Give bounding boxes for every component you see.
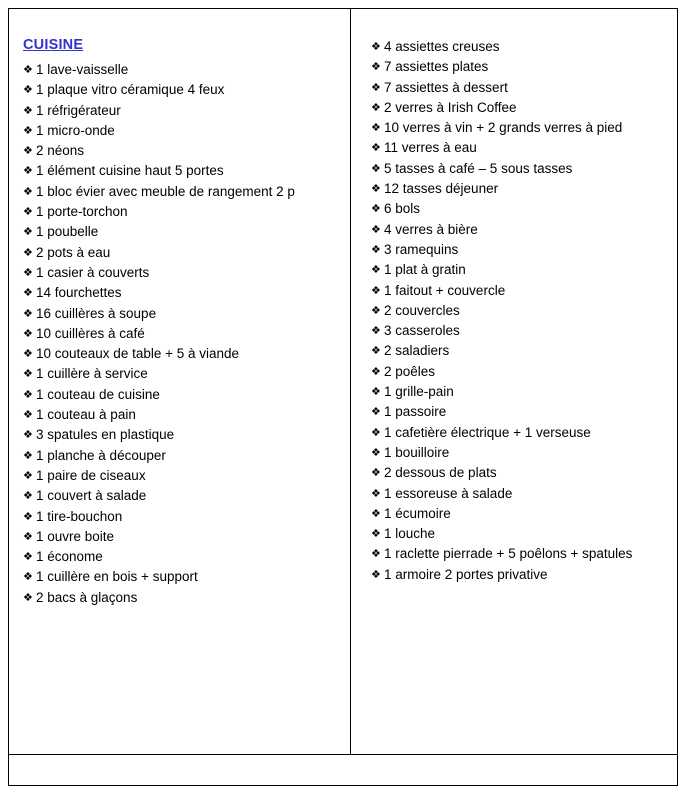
diamond-bullet-icon: ❖: [371, 162, 381, 175]
list-item: [371, 118, 667, 138]
list-item: [23, 121, 340, 141]
diamond-bullet-icon: ❖: [371, 243, 381, 256]
list-item: [23, 405, 340, 425]
diamond-bullet-icon: ❖: [371, 548, 381, 561]
list-item-label: 2 verres à Irish Coffee: [384, 99, 517, 115]
list-item: [23, 202, 340, 222]
list-item-label: 4 verres à bière: [384, 221, 478, 237]
diamond-bullet-icon: ❖: [23, 287, 33, 300]
diamond-bullet-icon: ❖: [23, 104, 33, 117]
diamond-bullet-icon: ❖: [371, 264, 381, 277]
diamond-bullet-icon: ❖: [23, 266, 33, 279]
diamond-bullet-icon: ❖: [23, 145, 33, 158]
list-item-label: 2 poêles: [384, 363, 436, 379]
list-item-label: 1 poubelle: [36, 224, 99, 240]
list-item: [371, 382, 667, 402]
diamond-bullet-icon: ❖: [371, 183, 381, 196]
list-item: [23, 344, 340, 364]
list-item-label: 1 faitout + couvercle: [384, 282, 506, 298]
list-item: [371, 78, 667, 98]
list-item-label: 1 raclette pierrade + 5 poêlons + spatules: [384, 546, 633, 562]
diamond-bullet-icon: ❖: [371, 507, 381, 520]
diamond-bullet-icon: ❖: [371, 446, 381, 459]
list-item-label: 7 assiettes à dessert: [384, 79, 508, 95]
list-item: [23, 222, 340, 242]
list-item: [23, 243, 340, 263]
list-item-label: 1 casier à couverts: [36, 264, 150, 280]
diamond-bullet-icon: ❖: [23, 124, 33, 137]
list-item: [371, 524, 667, 544]
diamond-bullet-icon: ❖: [23, 449, 33, 462]
list-item: [23, 527, 340, 547]
diamond-bullet-icon: ❖: [371, 568, 381, 581]
diamond-bullet-icon: ❖: [371, 386, 381, 399]
list-item-label: 10 couteaux de table + 5 à viande: [36, 346, 240, 362]
diamond-bullet-icon: ❖: [371, 304, 381, 317]
diamond-bullet-icon: ❖: [371, 426, 381, 439]
diamond-bullet-icon: ❖: [371, 122, 381, 135]
list-item-label: 14 fourchettes: [36, 285, 122, 301]
diamond-bullet-icon: ❖: [371, 487, 381, 500]
list-item-label: 1 bouilloire: [384, 444, 450, 460]
list-item-label: 16 cuillères à soupe: [36, 305, 157, 321]
list-item: [23, 141, 340, 161]
page-title: CUISINE: [23, 37, 84, 53]
list-item: [23, 507, 340, 527]
list-item-label: 1 couteau de cuisine: [36, 386, 160, 402]
list-item: [23, 182, 340, 202]
list-item: [371, 463, 667, 483]
diamond-bullet-icon: ❖: [23, 64, 33, 76]
list-item: [371, 504, 667, 524]
list-item: [23, 588, 340, 608]
list-item: [23, 161, 340, 181]
list-item-label: 1 essoreuse à salade: [384, 485, 513, 501]
list-item-label: 1 micro-onde: [36, 122, 115, 138]
list-item-label: 1 paire de ciseaux: [36, 467, 146, 483]
diamond-bullet-icon: ❖: [371, 325, 381, 338]
list-item-label: 3 ramequins: [384, 241, 459, 257]
list-item: [371, 57, 667, 77]
list-item-label: 7 assiettes plates: [384, 59, 489, 75]
list-item: [371, 321, 667, 341]
list-item-label: 2 couvercles: [384, 302, 460, 318]
list-item: [371, 240, 667, 260]
list-item-label: 1 plat à gratin: [384, 262, 466, 278]
diamond-bullet-icon: ❖: [23, 388, 33, 401]
diamond-bullet-icon: ❖: [371, 284, 381, 297]
list-item-label: 3 casseroles: [384, 323, 460, 339]
diamond-bullet-icon: ❖: [371, 345, 381, 358]
list-item: [23, 324, 340, 344]
list-item-label: 10 verres à vin + 2 grands verres à pied: [384, 120, 623, 136]
list-item-label: 1 écumoire: [384, 505, 451, 521]
list-item: [23, 304, 340, 324]
diamond-bullet-icon: ❖: [23, 307, 33, 320]
list-item-label: 1 grille-pain: [384, 384, 454, 400]
diamond-bullet-icon: ❖: [23, 510, 33, 523]
footer-band: [9, 754, 677, 786]
list-item-label: 11 verres à eau: [384, 140, 477, 156]
list-item: [23, 486, 340, 506]
list-item: [23, 80, 340, 100]
list-item: [371, 544, 667, 564]
right-column: [351, 9, 677, 754]
list-item: [371, 260, 667, 280]
list-item: [23, 283, 340, 303]
diamond-bullet-icon: ❖: [371, 406, 381, 419]
list-item: [23, 446, 340, 466]
list-item-label: 1 cafetière électrique + 1 verseuse: [384, 424, 591, 440]
list-item-label: 5 tasses à café – 5 sous tasses: [384, 160, 573, 176]
list-item: [371, 220, 667, 240]
list-item: [371, 362, 667, 382]
diamond-bullet-icon: ❖: [23, 165, 33, 178]
list-item-label: 1 ouvre boite: [36, 528, 115, 544]
list-item-label: 6 bols: [384, 201, 421, 217]
diamond-bullet-icon: ❖: [23, 84, 33, 97]
list-item-label: 1 bloc évier avec meuble de rangement 2 p: [36, 183, 295, 199]
list-item-label: 12 tasses déjeuner: [384, 181, 499, 197]
list-item: [371, 98, 667, 118]
diamond-bullet-icon: ❖: [371, 203, 381, 216]
diamond-bullet-icon: ❖: [23, 246, 33, 259]
diamond-bullet-icon: ❖: [23, 409, 33, 422]
list-item: [23, 101, 340, 121]
diamond-bullet-icon: ❖: [23, 490, 33, 503]
list-item: [371, 159, 667, 179]
diamond-bullet-icon: ❖: [23, 185, 33, 198]
list-item-label: 2 dessous de plats: [384, 465, 497, 481]
list-item: [23, 567, 340, 587]
list-item-label: 1 économe: [36, 549, 103, 565]
list-item-label: 1 élément cuisine haut 5 portes: [36, 163, 224, 179]
diamond-bullet-icon: ❖: [371, 223, 381, 236]
list-item-label: 2 saladiers: [384, 343, 450, 359]
list-item-label: 1 armoire 2 portes privative: [384, 566, 548, 582]
list-item: [23, 547, 340, 567]
list-item-label: 4 assiettes creuses: [384, 39, 500, 54]
list-item: [371, 341, 667, 361]
list-item: [23, 263, 340, 283]
diamond-bullet-icon: ❖: [23, 429, 33, 442]
left-item-list: [23, 60, 340, 608]
diamond-bullet-icon: ❖: [371, 467, 381, 480]
diamond-bullet-icon: ❖: [371, 365, 381, 378]
list-item-label: 1 tire-bouchon: [36, 508, 123, 524]
list-item: [23, 466, 340, 486]
list-item: [371, 301, 667, 321]
list-item: [371, 179, 667, 199]
left-column: [9, 9, 351, 754]
list-item-label: 1 plaque vitro céramique 4 feux: [36, 82, 225, 98]
list-item-label: 3 spatules en plastique: [36, 427, 175, 443]
diamond-bullet-icon: ❖: [23, 327, 33, 340]
diamond-bullet-icon: ❖: [371, 142, 381, 155]
list-item: [371, 423, 667, 443]
list-item-label: 1 couteau à pain: [36, 407, 136, 423]
list-item-label: 1 réfrigérateur: [36, 102, 121, 118]
list-item: [371, 138, 667, 158]
list-item: [371, 565, 667, 585]
inventory-columns: [9, 9, 677, 754]
diamond-bullet-icon: ❖: [23, 551, 33, 564]
diamond-bullet-icon: ❖: [371, 41, 381, 53]
list-item-label: 2 pots à eau: [36, 244, 111, 260]
list-item-label: 1 planche à découper: [36, 447, 166, 463]
diamond-bullet-icon: ❖: [23, 591, 33, 604]
diamond-bullet-icon: ❖: [23, 226, 33, 239]
list-item: [23, 364, 340, 384]
diamond-bullet-icon: ❖: [371, 61, 381, 74]
diamond-bullet-icon: ❖: [23, 206, 33, 219]
right-item-list: [371, 37, 667, 585]
diamond-bullet-icon: ❖: [371, 101, 381, 114]
list-item-label: 10 cuillères à café: [36, 325, 145, 341]
list-item-label: 1 louche: [384, 526, 436, 542]
list-item: [371, 281, 667, 301]
list-item-label: 1 cuillère en bois + support: [36, 569, 198, 585]
diamond-bullet-icon: ❖: [23, 348, 33, 361]
list-item-label: 1 cuillère à service: [36, 366, 148, 382]
diamond-bullet-icon: ❖: [23, 571, 33, 584]
list-item: [371, 37, 667, 57]
diamond-bullet-icon: ❖: [23, 469, 33, 482]
list-item-label: 1 porte-torchon: [36, 204, 128, 220]
list-item-label: 1 passoire: [384, 404, 447, 420]
list-item-label: 2 néons: [36, 143, 85, 159]
list-item: [371, 443, 667, 463]
list-item: [371, 402, 667, 422]
list-item-label: 2 bacs à glaçons: [36, 589, 138, 605]
list-item-label: 1 lave-vaisselle: [36, 62, 129, 77]
diamond-bullet-icon: ❖: [23, 530, 33, 543]
list-item: [371, 484, 667, 504]
list-item: [23, 60, 340, 80]
list-item: [23, 385, 340, 405]
list-item: [371, 199, 667, 219]
diamond-bullet-icon: ❖: [23, 368, 33, 381]
list-item-label: 1 couvert à salade: [36, 488, 147, 504]
diamond-bullet-icon: ❖: [371, 81, 381, 94]
diamond-bullet-icon: ❖: [371, 528, 381, 541]
list-item: [23, 425, 340, 445]
